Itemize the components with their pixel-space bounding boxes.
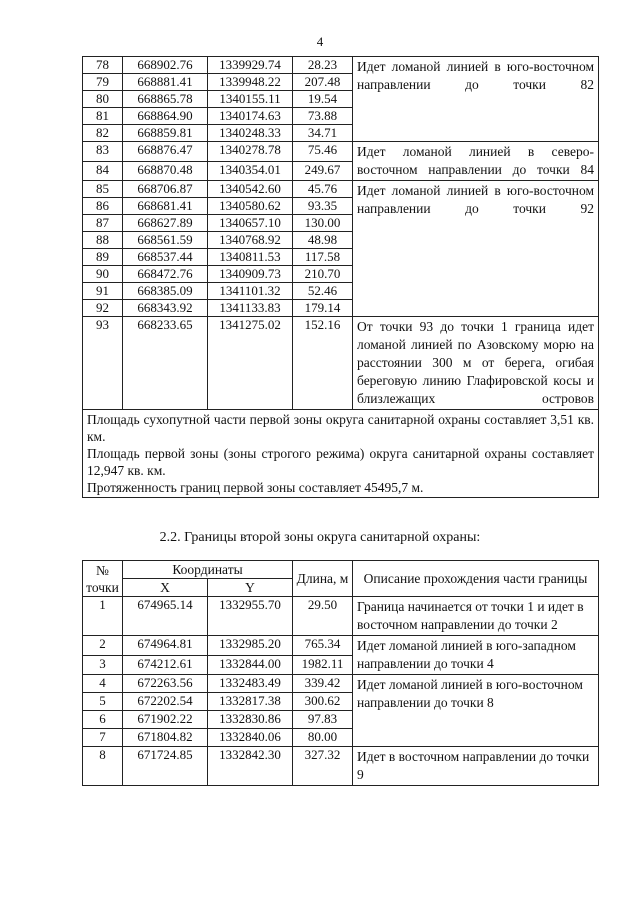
y-coordinate-cell: 1332483.49: [208, 675, 293, 693]
header-x: X: [123, 579, 208, 597]
length-cell: 300.62: [293, 693, 353, 711]
y-coordinate-cell: 1339929.74: [208, 57, 293, 74]
y-coordinate-cell: 1340657.10: [208, 215, 293, 232]
point-number-cell: 6: [83, 711, 123, 729]
description-cell: Идет ломаной линией в юго-западном направлении до точки 4: [353, 636, 599, 675]
section-heading: 2.2. Границы второй зоны округа санитарной охраны:: [159, 530, 481, 545]
point-number-cell: 86: [83, 198, 123, 215]
header-point-number: № точки: [83, 561, 123, 597]
length-cell: 765.34: [293, 636, 353, 656]
y-coordinate-cell: 1332830.86: [208, 711, 293, 729]
header-y: Y: [208, 579, 293, 597]
point-number-cell: 82: [83, 125, 123, 142]
description-cell: От точки 93 до точки 1 граница идет ломаной линией по Азовскому морю на расстоянии 300 м от берега, огибая береговую линию Глафировской косы и близлежащих островов: [353, 317, 599, 410]
length-cell: 117.58: [293, 249, 353, 266]
y-coordinate-cell: 1339948.22: [208, 74, 293, 91]
first-zone-boundary-table: [82, 56, 599, 498]
point-number-cell: 81: [83, 108, 123, 125]
x-coordinate-cell: 668706.87: [123, 181, 208, 198]
header-length: Длина, м: [293, 561, 353, 597]
y-coordinate-cell: 1340542.60: [208, 181, 293, 198]
x-coordinate-cell: 668627.89: [123, 215, 208, 232]
point-number-cell: 90: [83, 266, 123, 283]
table-row: [83, 675, 599, 693]
x-coordinate-cell: 668472.76: [123, 266, 208, 283]
description-cell: Идет в восточном направлении до точки 9: [353, 747, 599, 786]
page-number: 4: [316, 34, 324, 49]
length-cell: 327.32: [293, 747, 353, 786]
x-coordinate-cell: 671804.82: [123, 729, 208, 747]
y-coordinate-cell: 1340580.62: [208, 198, 293, 215]
y-coordinate-cell: 1340248.33: [208, 125, 293, 142]
length-cell: 29.50: [293, 597, 353, 636]
summary-line: Площадь сухопутной части первой зоны округа санитарной охраны составляет 3,51 кв. км.: [87, 412, 594, 444]
table-row: [83, 57, 599, 74]
length-cell: 73.88: [293, 108, 353, 125]
x-coordinate-cell: 674212.61: [123, 655, 208, 675]
y-coordinate-cell: 1341275.02: [208, 317, 293, 410]
point-number-cell: 88: [83, 232, 123, 249]
header-coordinates: Координаты: [123, 561, 293, 579]
y-coordinate-cell: 1340174.63: [208, 108, 293, 125]
x-coordinate-cell: 668902.76: [123, 57, 208, 74]
y-coordinate-cell: 1341133.83: [208, 300, 293, 317]
length-cell: 80.00: [293, 729, 353, 747]
x-coordinate-cell: 668385.09: [123, 283, 208, 300]
x-coordinate-cell: 668561.59: [123, 232, 208, 249]
y-coordinate-cell: 1340811.53: [208, 249, 293, 266]
x-coordinate-cell: 668865.78: [123, 91, 208, 108]
x-coordinate-cell: 668864.90: [123, 108, 208, 125]
point-number-cell: 80: [83, 91, 123, 108]
x-coordinate-cell: 674965.14: [123, 597, 208, 636]
x-coordinate-cell: 672202.54: [123, 693, 208, 711]
length-cell: 179.14: [293, 300, 353, 317]
table-row: [83, 636, 599, 656]
summary-line: Площадь первой зоны (зоны строгого режима) округа санитарной охраны составляет 12,947 кв. км.: [87, 446, 594, 478]
x-coordinate-cell: 668859.81: [123, 125, 208, 142]
description-cell: Идет ломаной линией в юго-восточном направлении до точки 92: [353, 181, 599, 317]
table-row: [83, 317, 599, 410]
point-number-cell: 5: [83, 693, 123, 711]
length-cell: 48.98: [293, 232, 353, 249]
point-number-cell: 4: [83, 675, 123, 693]
length-cell: 52.46: [293, 283, 353, 300]
table-row: [83, 181, 599, 198]
second-zone-boundary-table: [82, 560, 599, 786]
length-cell: 93.35: [293, 198, 353, 215]
length-cell: 339.42: [293, 675, 353, 693]
y-coordinate-cell: 1332985.20: [208, 636, 293, 656]
length-cell: 97.83: [293, 711, 353, 729]
point-number-cell: 91: [83, 283, 123, 300]
point-number-cell: 79: [83, 74, 123, 91]
y-coordinate-cell: 1332817.38: [208, 693, 293, 711]
length-cell: 75.46: [293, 142, 353, 162]
length-cell: 19.54: [293, 91, 353, 108]
length-cell: 152.16: [293, 317, 353, 410]
x-coordinate-cell: 672263.56: [123, 675, 208, 693]
y-coordinate-cell: 1340768.92: [208, 232, 293, 249]
x-coordinate-cell: 668870.48: [123, 161, 208, 181]
point-number-cell: 7: [83, 729, 123, 747]
x-coordinate-cell: 674964.81: [123, 636, 208, 656]
point-number-cell: 3: [83, 655, 123, 675]
summary-cell: [83, 410, 599, 498]
summary-row: [83, 410, 599, 498]
table-row: [83, 597, 599, 636]
y-coordinate-cell: 1332842.30: [208, 747, 293, 786]
point-number-cell: 87: [83, 215, 123, 232]
point-number-cell: 93: [83, 317, 123, 410]
y-coordinate-cell: 1340909.73: [208, 266, 293, 283]
point-number-cell: 8: [83, 747, 123, 786]
description-cell: Идет ломаной линией в северо-восточном направлении до точки 84: [353, 142, 599, 181]
description-cell: Идет ломаной линией в юго-восточном направлении до точки 82: [353, 57, 599, 142]
point-number-cell: 78: [83, 57, 123, 74]
description-cell: Граница начинается от точки 1 и идет в восточном направлении до точки 2: [353, 597, 599, 636]
description-cell: Идет ломаной линией в юго-восточном направлении до точки 8: [353, 675, 599, 747]
y-coordinate-cell: 1332955.70: [208, 597, 293, 636]
header-description: Описание прохождения части границы: [353, 561, 599, 597]
y-coordinate-cell: 1332844.00: [208, 655, 293, 675]
length-cell: 1982.11: [293, 655, 353, 675]
x-coordinate-cell: 671902.22: [123, 711, 208, 729]
point-number-cell: 89: [83, 249, 123, 266]
point-number-cell: 92: [83, 300, 123, 317]
table-row: [83, 747, 599, 786]
x-coordinate-cell: 668881.41: [123, 74, 208, 91]
point-number-cell: 1: [83, 597, 123, 636]
y-coordinate-cell: 1341101.32: [208, 283, 293, 300]
length-cell: 249.67: [293, 161, 353, 181]
table-row: [83, 142, 599, 162]
length-cell: 28.23: [293, 57, 353, 74]
x-coordinate-cell: 671724.85: [123, 747, 208, 786]
point-number-cell: 83: [83, 142, 123, 162]
point-number-cell: 85: [83, 181, 123, 198]
summary-line: Протяженность границ первой зоны составляет 45495,7 м.: [87, 480, 424, 495]
length-cell: 45.76: [293, 181, 353, 198]
y-coordinate-cell: 1332840.06: [208, 729, 293, 747]
x-coordinate-cell: 668233.65: [123, 317, 208, 410]
y-coordinate-cell: 1340155.11: [208, 91, 293, 108]
x-coordinate-cell: 668681.41: [123, 198, 208, 215]
y-coordinate-cell: 1340278.78: [208, 142, 293, 162]
length-cell: 34.71: [293, 125, 353, 142]
x-coordinate-cell: 668343.92: [123, 300, 208, 317]
y-coordinate-cell: 1340354.01: [208, 161, 293, 181]
x-coordinate-cell: 668876.47: [123, 142, 208, 162]
length-cell: 210.70: [293, 266, 353, 283]
point-number-cell: 84: [83, 161, 123, 181]
length-cell: 130.00: [293, 215, 353, 232]
x-coordinate-cell: 668537.44: [123, 249, 208, 266]
point-number-cell: 2: [83, 636, 123, 656]
length-cell: 207.48: [293, 74, 353, 91]
